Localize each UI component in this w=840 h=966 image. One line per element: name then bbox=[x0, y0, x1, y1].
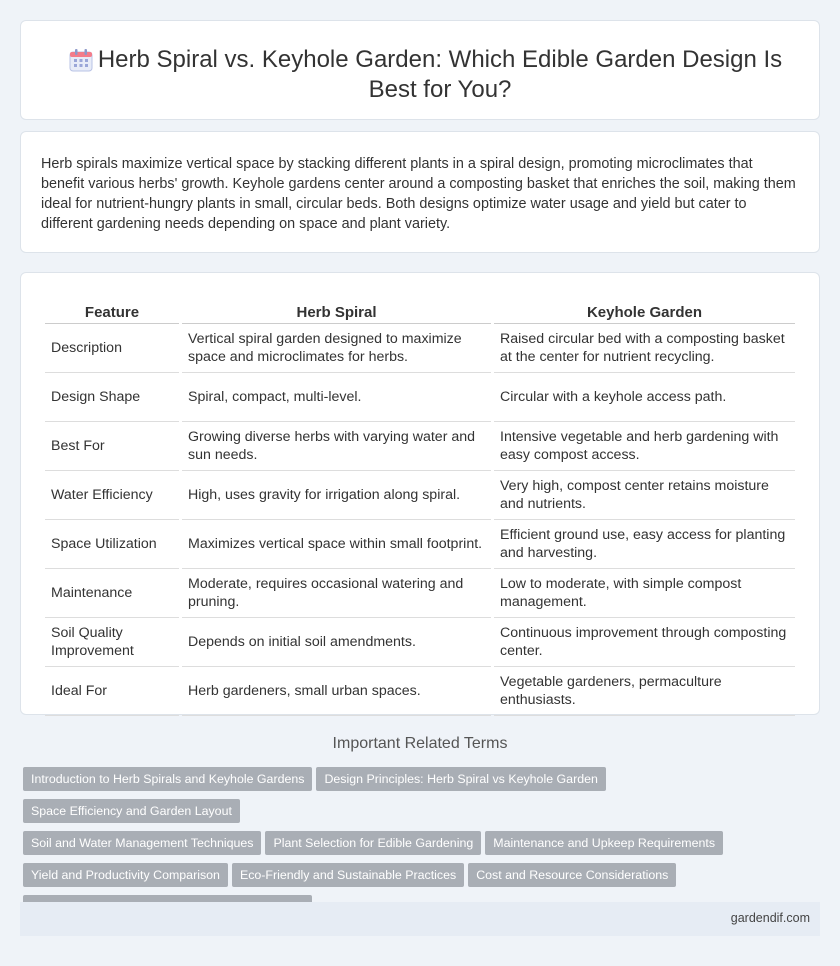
feature-cell: Design Shape bbox=[45, 373, 179, 422]
intro-card bbox=[20, 131, 820, 253]
footer-site-link[interactable]: gardendif.com bbox=[730, 911, 810, 925]
column-header-herb-spiral: Herb Spiral bbox=[182, 293, 491, 324]
herb-spiral-cell: Growing diverse herbs with varying water and sun needs. bbox=[182, 422, 491, 471]
related-term-link[interactable]: Eco-Friendly and Sustainable Practices bbox=[232, 863, 464, 887]
keyhole-garden-cell: Vegetable gardeners, permaculture enthusiasts. bbox=[494, 667, 795, 716]
intro-text: Herb spirals maximize vertical space by stacking different plants in a spiral design, promoting microclimates that benefit various herbs' growth. Keyhole gardens center around a composting basket that enriches the soil, making them ideal for nutrient-hungry plants in small, circular beds. Both designs optimize water usage and yield but cater to different gardening needs depending on space and plant variety. bbox=[41, 156, 796, 232]
herb-spiral-cell: Herb gardeners, small urban spaces. bbox=[182, 667, 491, 716]
herb-spiral-cell: Maximizes vertical space within small footprint. bbox=[182, 520, 491, 569]
comparison-card bbox=[20, 272, 820, 715]
footer bbox=[20, 902, 820, 936]
column-header-keyhole-garden: Keyhole Garden bbox=[494, 293, 795, 324]
related-term-link[interactable]: Maintenance and Upkeep Requirements bbox=[485, 831, 723, 855]
herb-spiral-cell: Moderate, requires occasional watering and pruning. bbox=[182, 569, 491, 618]
related-term-link[interactable]: Soil and Water Management Techniques bbox=[23, 831, 261, 855]
related-terms-title: Important Related Terms bbox=[332, 735, 508, 752]
keyhole-garden-cell: Low to moderate, with simple compost management. bbox=[494, 569, 795, 618]
table-header-row bbox=[45, 293, 795, 324]
header-card bbox=[20, 20, 820, 120]
table-row bbox=[45, 324, 795, 373]
herb-spiral-cell: Vertical spiral garden designed to maximize space and microclimates for herbs. bbox=[182, 324, 491, 373]
table-row bbox=[45, 422, 795, 471]
related-term-link[interactable]: Space Efficiency and Garden Layout bbox=[23, 799, 240, 823]
keyhole-garden-cell: Intensive vegetable and herb gardening with easy compost access. bbox=[494, 422, 795, 471]
table-row bbox=[45, 373, 795, 422]
table-row bbox=[45, 667, 795, 716]
keyhole-garden-cell: Efficient ground use, easy access for planting and harvesting. bbox=[494, 520, 795, 569]
page-title: Herb Spiral vs. Keyhole Garden: Which Edible Garden Design Is Best for You? bbox=[97, 46, 783, 103]
herb-spiral-cell: Depends on initial soil amendments. bbox=[182, 618, 491, 667]
feature-cell: Maintenance bbox=[45, 569, 179, 618]
keyhole-garden-cell: Raised circular bed with a composting basket at the center for nutrient recycling. bbox=[494, 324, 795, 373]
column-header-feature: Feature bbox=[45, 293, 179, 324]
feature-cell: Water Efficiency bbox=[45, 471, 179, 520]
feature-cell: Ideal For bbox=[45, 667, 179, 716]
keyhole-garden-cell: Continuous improvement through composting center. bbox=[494, 618, 795, 667]
related-term-link[interactable]: Yield and Productivity Comparison bbox=[23, 863, 228, 887]
feature-cell: Description bbox=[45, 324, 179, 373]
feature-cell: Soil Quality Improvement bbox=[45, 618, 179, 667]
related-term-link[interactable]: Design Principles: Herb Spiral vs Keyhole Garden bbox=[316, 767, 605, 791]
herb-spiral-cell: High, uses gravity for irrigation along spiral. bbox=[182, 471, 491, 520]
keyhole-garden-cell: Circular with a keyhole access path. bbox=[494, 373, 795, 422]
table-row bbox=[45, 471, 795, 520]
comparison-table bbox=[42, 293, 798, 716]
related-term-link[interactable]: Plant Selection for Edible Gardening bbox=[265, 831, 481, 855]
table-row bbox=[45, 618, 795, 667]
keyhole-garden-cell: Very high, compost center retains moisture and nutrients. bbox=[494, 471, 795, 520]
herb-spiral-cell: Spiral, compact, multi-level. bbox=[182, 373, 491, 422]
related-term-link[interactable]: Cost and Resource Considerations bbox=[468, 863, 676, 887]
table-row bbox=[45, 520, 795, 569]
feature-cell: Space Utilization bbox=[45, 520, 179, 569]
related-term-link[interactable]: Introduction to Herb Spirals and Keyhole Gardens bbox=[23, 767, 312, 791]
table-row bbox=[45, 569, 795, 618]
feature-cell: Best For bbox=[45, 422, 179, 471]
